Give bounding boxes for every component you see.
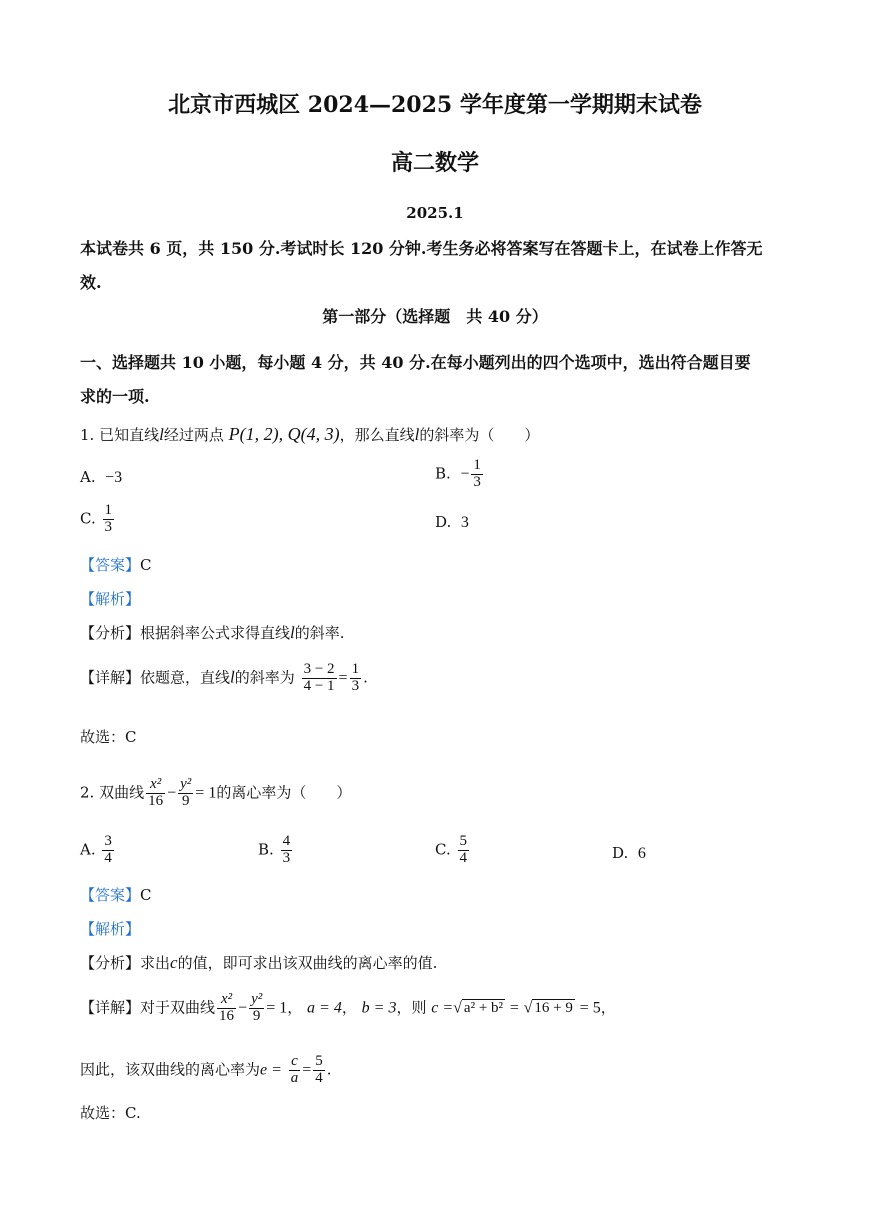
detail-text: 的斜率为 [234, 668, 295, 687]
points-expression: P(1, 2), Q(4, 3) [228, 424, 340, 444]
option-label: B. [435, 464, 451, 483]
detail-text: 因此，该双曲线的离心率为 [80, 1060, 261, 1079]
equals-sign: = [302, 1061, 312, 1079]
minus-sign: − [238, 999, 248, 1017]
fraction: $\frac{1}{3}$ [351, 661, 360, 694]
exam-title: 北京市西城区 2024—2025 学年度第一学期期末试卷 [168, 92, 702, 118]
stem-text: ，那么直线 [339, 426, 415, 444]
answer-value: C [140, 556, 152, 574]
fraction: $\frac{1}{3}$ [473, 457, 481, 490]
stem-text: 经过两点 [163, 426, 224, 444]
q2-detail [80, 992, 616, 1025]
option-label: D. [435, 513, 452, 531]
q2-option-b [258, 834, 294, 867]
fenxi-tag: 【分析】 [80, 624, 141, 642]
a-equals: a = 4 [307, 999, 342, 1017]
part1-heading: 第一部分（选择题 共 40 分） [322, 307, 548, 326]
var-l: l [159, 425, 164, 444]
q1-option-d [435, 513, 469, 532]
q2-detail-line-2 [80, 1054, 332, 1087]
e-equals: e = [260, 1061, 282, 1079]
fenxi-text: 求出 [140, 954, 171, 972]
sqrt-symbol: √ [453, 999, 462, 1017]
detail-text: 对于双曲线 [140, 998, 216, 1017]
question-1-stem [80, 424, 539, 445]
q1-answer [80, 554, 152, 575]
option-label: C. [435, 840, 451, 859]
fraction: $\frac{3 - 2}{4 - 1}$ [303, 661, 335, 694]
period: . [326, 1060, 332, 1079]
q1-option-b [435, 458, 485, 491]
option-value: −3 [105, 469, 123, 486]
stem-text: 双曲线 [99, 783, 145, 802]
fraction: $\frac{c}{a}$ [290, 1053, 299, 1086]
q1-analysis-tag: 【解析】 [80, 590, 141, 608]
q1-fenxi [80, 622, 345, 643]
question-number: 2. [80, 783, 95, 802]
section-instructions-line-2: 求的一项. [80, 387, 150, 406]
fenxi-text: 根据斜率公式求得直线 [140, 624, 291, 642]
comma: ， [287, 998, 303, 1017]
q1-detail [80, 662, 368, 695]
option-label: D. [612, 844, 629, 862]
detail-tag: 【详解】 [80, 998, 141, 1017]
comma: ， [600, 998, 616, 1017]
minus-sign: − [167, 784, 177, 802]
option-label: B. [258, 840, 274, 859]
question-number: 1. [80, 426, 95, 444]
var-c: c [170, 953, 178, 972]
q1-option-a [80, 468, 122, 487]
equals-five: = 5 [579, 999, 601, 1017]
answer-tag: 【答案】 [80, 556, 141, 574]
var-l: l [290, 623, 295, 642]
q2-conclusion: 故选：C. [80, 1104, 141, 1122]
fenxi-tag: 【分析】 [80, 954, 141, 972]
subject-title: 高二数学 [390, 150, 479, 176]
fraction: $\frac{3}{4}$ [104, 833, 112, 866]
q2-fenxi [80, 952, 437, 973]
option-value: 6 [637, 845, 646, 862]
q2-option-c [435, 834, 471, 867]
equals-sign: = [509, 999, 519, 1017]
notice-line-2: 效. [80, 273, 102, 292]
c-equals: c = [431, 999, 454, 1017]
sqrt-symbol: √ [523, 999, 533, 1017]
option-label: A. [80, 468, 96, 486]
q2-analysis-tag: 【解析】 [80, 920, 141, 938]
equation-rhs: = 1 [266, 999, 288, 1017]
fraction: $\frac{\text{y²}}{9}$ [251, 991, 263, 1024]
notice-line-1: 本试卷共 6 页，共 150 分.考试时长 120 分钟.考生务必将答案写在答题卡上，在试卷上作答无 [80, 239, 763, 258]
fenxi-text: 的值，即可求出该双曲线的离心率的值. [177, 954, 438, 972]
detail-tag: 【详解】 [80, 668, 141, 687]
detail-text: 依题意，直线 [140, 668, 231, 687]
fenxi-text: 的斜率. [294, 624, 345, 642]
sqrt-radicand: a² + b² [463, 1000, 504, 1017]
stem-text: 已知直线 [99, 426, 160, 444]
fraction: $\frac{1}{3}$ [104, 502, 112, 535]
answer-value: C [140, 886, 152, 904]
section-instructions-line-1: 一、选择题共 10 小题，每小题 4 分，共 40 分.在每小题列出的四个选项中，选出符合题目要 [80, 353, 751, 372]
equation-rhs: = 1 [195, 784, 217, 802]
fraction: $\frac{\text{y²}}{9}$ [180, 776, 192, 809]
fraction: $\frac{5}{4}$ [459, 833, 467, 866]
fraction: $\frac{\text{x²}}{16}$ [219, 991, 235, 1024]
option-label: C. [80, 509, 96, 528]
stem-text: 的斜率为（ ） [419, 426, 540, 444]
option-value: 3 [460, 514, 469, 531]
comma: ， [341, 998, 357, 1017]
equals-sign: = [338, 669, 348, 687]
var-l: l [230, 667, 235, 687]
sqrt-radicand: 16 + 9 [534, 1000, 573, 1017]
q2-option-a [80, 834, 116, 867]
answer-tag: 【答案】 [80, 886, 141, 904]
q2-option-d [612, 844, 646, 863]
q1-option-c [80, 503, 116, 536]
var-l: l [414, 425, 420, 444]
period: . [363, 668, 368, 687]
minus-sign: − [460, 465, 470, 483]
question-2-stem [80, 777, 351, 810]
q2-answer [80, 884, 152, 905]
option-label: A. [80, 840, 96, 859]
fraction: $\frac{4}{3}$ [282, 833, 291, 866]
q1-conclusion: 故选：C [80, 728, 137, 746]
b-equals: b = 3 [361, 999, 397, 1017]
stem-text: 的离心率为（ ） [216, 783, 352, 802]
fraction: $\frac{\text{x²}}{16}$ [148, 776, 164, 809]
detail-text: ，则 [396, 998, 427, 1017]
fraction: $\frac{5}{4}$ [315, 1053, 323, 1086]
exam-date: 2025.1 [406, 204, 464, 222]
